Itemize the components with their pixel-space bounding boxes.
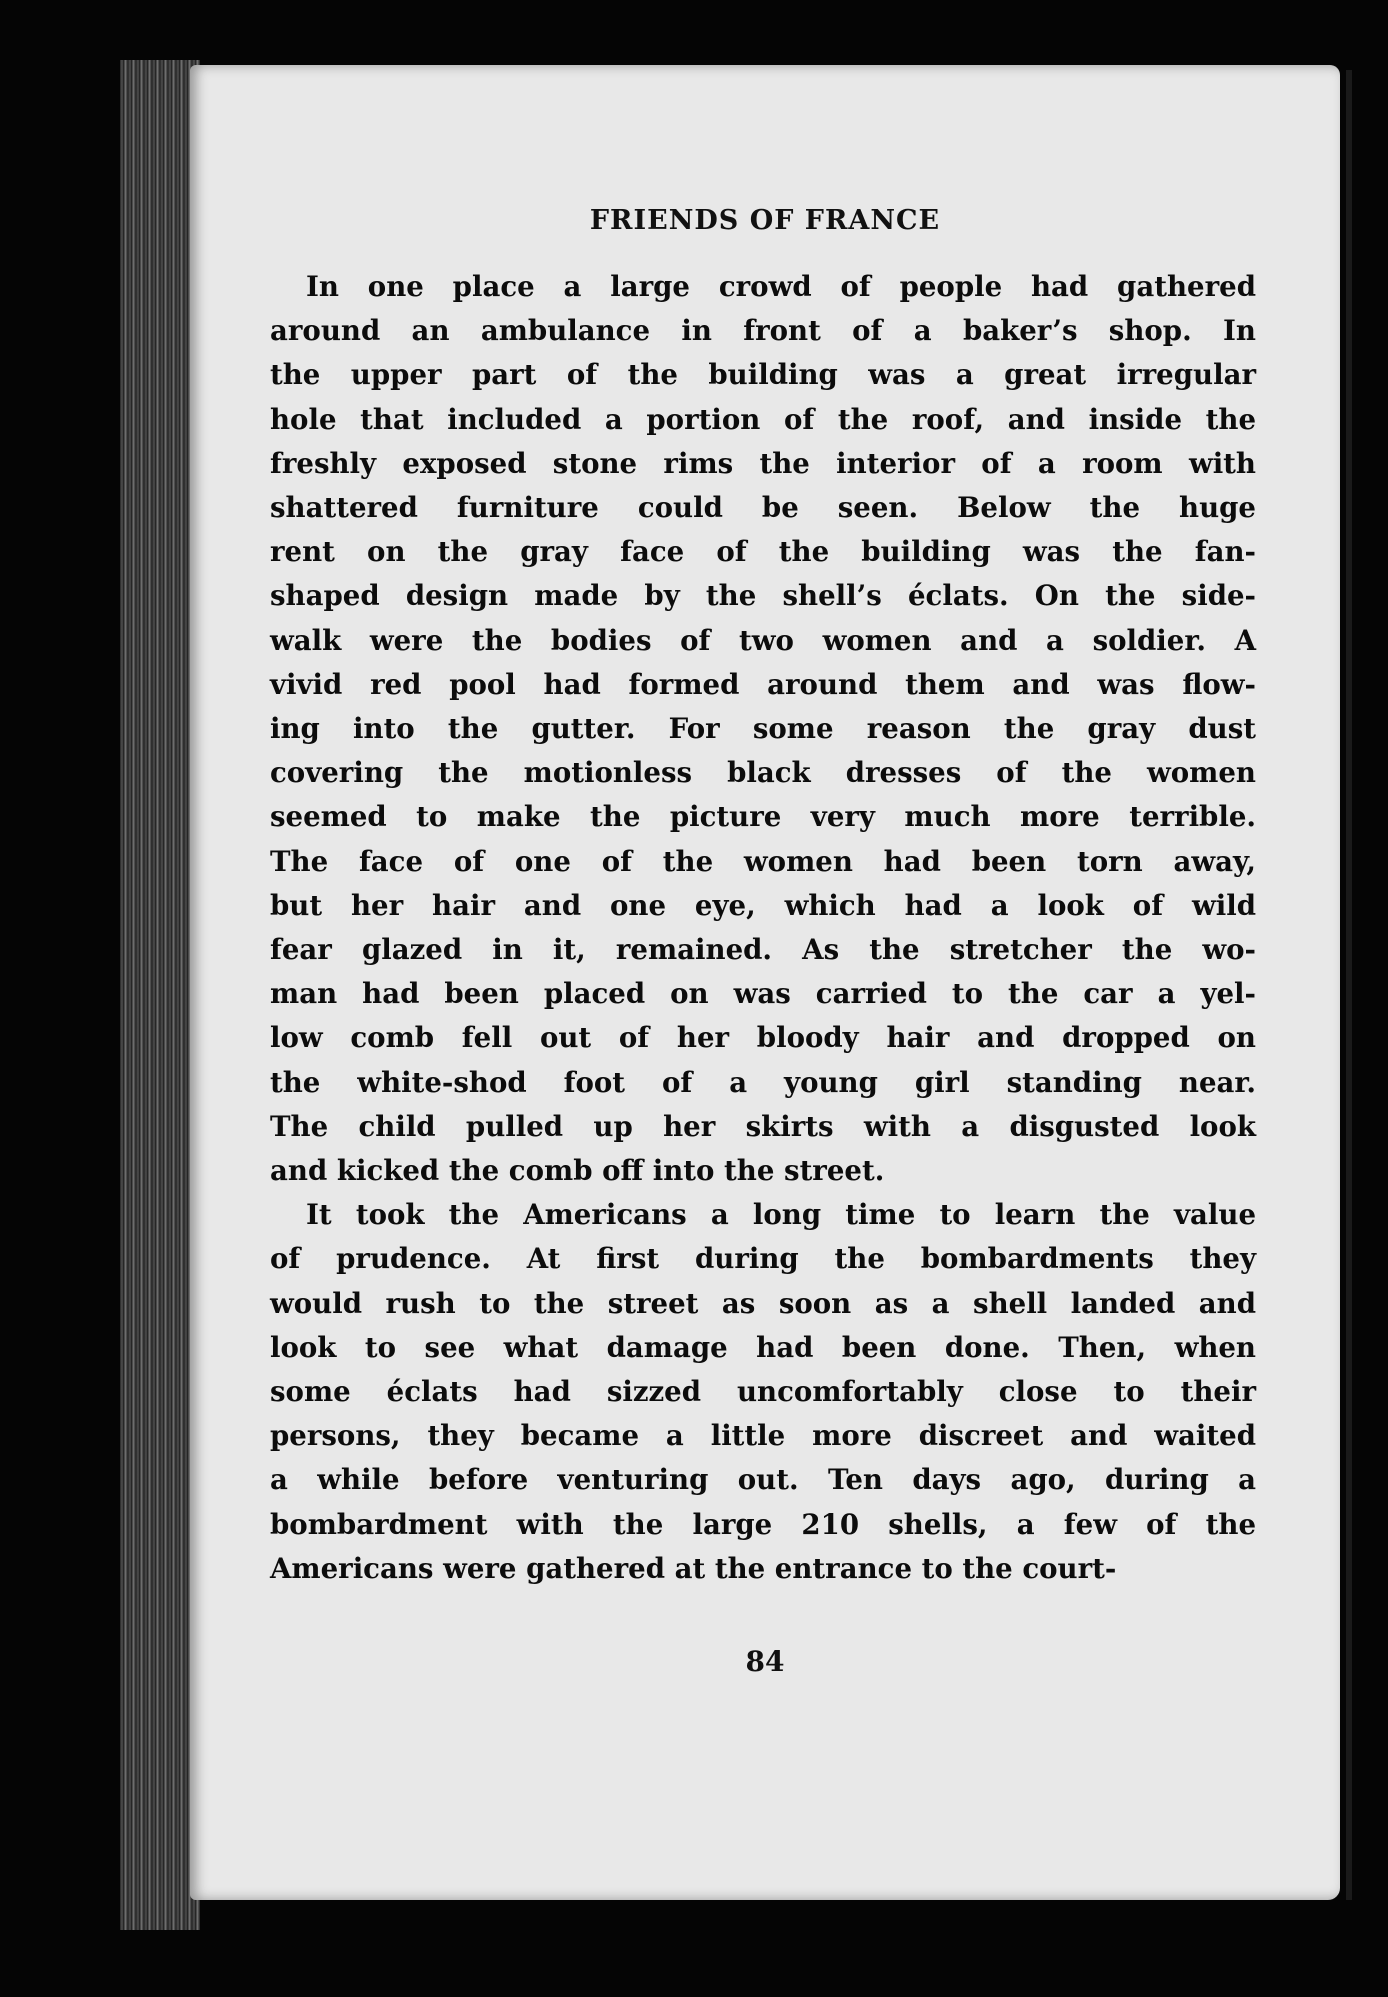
text-line: freshly exposed stone rims the interior of a room with <box>270 446 1256 480</box>
book-spine <box>120 60 200 1930</box>
text-line: of prudence. At first during the bombardments they <box>270 1242 1256 1276</box>
text-line: vivid red pool had formed around them and was flow- <box>270 667 1256 701</box>
text-line: fear glazed in it, remained. As the stretcher the wo- <box>270 933 1256 967</box>
text-line: The face of one of the women had been torn away, <box>270 844 1256 878</box>
text-line: Americans were gathered at the entrance to the court- <box>270 1551 1117 1585</box>
text-line: shaped design made by the shell’s éclats. On the side- <box>270 579 1256 613</box>
paragraph <box>270 1193 1256 1591</box>
text-line: hole that included a portion of the roof, and inside the <box>270 402 1256 436</box>
text-line: It took the Americans a long time to learn the value <box>306 1198 1256 1232</box>
text-line: In one place a large crowd of people had gathered <box>306 270 1256 303</box>
page-edge <box>1346 70 1352 1900</box>
text-line: the white-shod foot of a young girl standing near. <box>270 1065 1256 1099</box>
text-line: some éclats had sizzed uncomfortably close to their <box>270 1375 1256 1409</box>
text-line: walk were the bodies of two women and a soldier. A <box>270 623 1256 657</box>
text-line: ing into the gutter. For some reason the gray dust <box>270 712 1256 746</box>
paragraph <box>270 265 1256 1193</box>
text-line: persons, they became a little more discreet and waited <box>270 1419 1256 1453</box>
text-line: The child pulled up her skirts with a disgusted look <box>270 1109 1256 1143</box>
text-line: a while before venturing out. Ten days ago, during a <box>270 1463 1256 1497</box>
text-line: low comb fell out of her bloody hair and dropped on <box>270 1021 1256 1055</box>
text-line: the upper part of the building was a great irregular <box>270 358 1256 392</box>
text-line: man had been placed on was carried to the car a yel- <box>270 977 1256 1011</box>
text-line: rent on the gray face of the building was the fan- <box>270 535 1256 569</box>
text-line: covering the motionless black dresses of the women <box>270 756 1256 790</box>
running-head: FRIENDS OF FRANCE <box>589 205 941 236</box>
page-number: 84 <box>745 1645 785 1678</box>
text-line: shattered furniture could be seen. Below the huge <box>270 491 1256 525</box>
text-line: seemed to make the picture very much more terrible. <box>270 800 1256 834</box>
text-line: look to see what damage had been done. Then, when <box>270 1330 1256 1364</box>
body-text <box>270 265 1256 1591</box>
text-line: and kicked the comb off into the street. <box>270 1154 885 1188</box>
text-line: bombardment with the large 210 shells, a few of the <box>270 1507 1256 1541</box>
text-line: would rush to the street as soon as a shell landed and <box>270 1286 1256 1320</box>
text-line: but her hair and one eye, which had a look of wild <box>270 888 1256 922</box>
text-line: around an ambulance in front of a baker’s shop. In <box>270 314 1256 348</box>
